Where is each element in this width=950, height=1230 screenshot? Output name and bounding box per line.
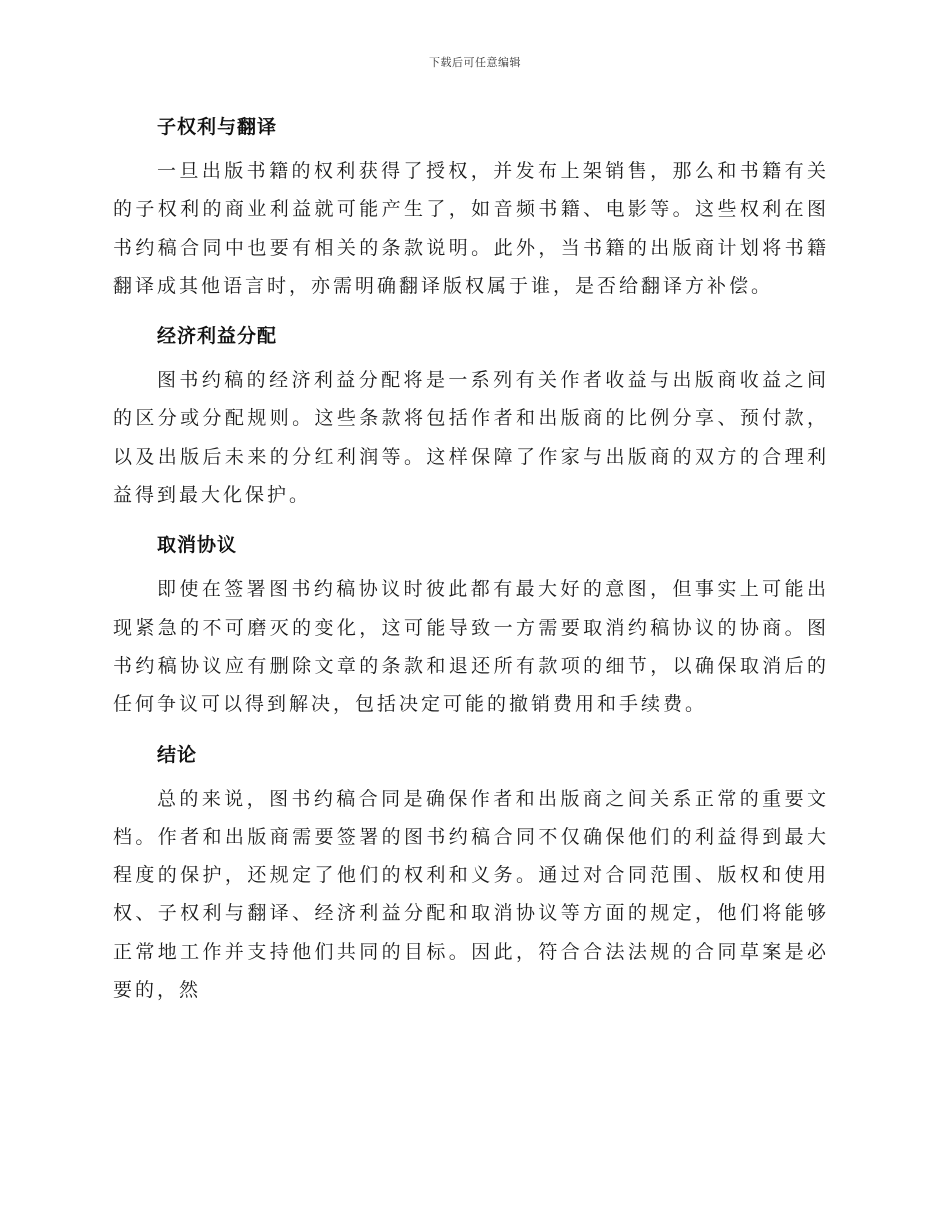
section-economic-benefits xyxy=(113,317,829,514)
section-paragraph: 图书约稿的经济利益分配将是一系列有关作者收益与出版商收益之间的区分或分配规则。这些条款将包括作者和出版商的比例分享、预付款，以及出版后未来的分红利润等。这样保障了作家与出版商的双方的合理利益得到最大化保护。 xyxy=(113,369,829,507)
section-heading: 经济利益分配 xyxy=(157,325,278,348)
section-sub-rights xyxy=(113,108,829,305)
section-paragraph: 即使在签署图书约稿协议时彼此都有最大好的意图，但事实上可能出现紧急的不可磨灭的变化，这可能导致一方需要取消约稿协议的协商。图书约稿协议应有删除文章的条款和退还所有款项的细节，以确保取消后的任何争议可以得到解决，包括决定可能的撤销费用和手续费。 xyxy=(113,578,829,716)
section-cancellation xyxy=(113,526,829,723)
section-heading: 结论 xyxy=(157,743,198,766)
section-paragraph: 一旦出版书籍的权利获得了授权，并发布上架销售，那么和书籍有关的子权利的商业利益就可能产生了，如音频书籍、电影等。这些权利在图书约稿合同中也要有相关的条款说明。此外，当书籍的出版商计划将书籍翻译成其他语言时，亦需明确翻译版权属于谁，是否给翻译方补偿。 xyxy=(113,160,829,297)
page-header: 下载后可任意编辑 xyxy=(429,56,521,69)
section-paragraph: 总的来说，图书约稿合同是确保作者和出版商之间关系正常的重要文档。作者和出版商需要签署的图书约稿合同不仅确保他们的利益得到最大程度的保护，还规定了他们的权利和义务。通过对合同范围、版权和使用权、子权利与翻译、经济利益分配和取消协议等方面的规定，他们将能够正常地工作并支持他们共同的目标。因此，符合合法法规的合同草案是必要的，然 xyxy=(113,787,829,1002)
section-heading: 子权利与翻译 xyxy=(157,116,278,138)
document-body xyxy=(113,108,829,1021)
section-conclusion xyxy=(113,736,829,1010)
section-heading: 取消协议 xyxy=(157,534,238,557)
